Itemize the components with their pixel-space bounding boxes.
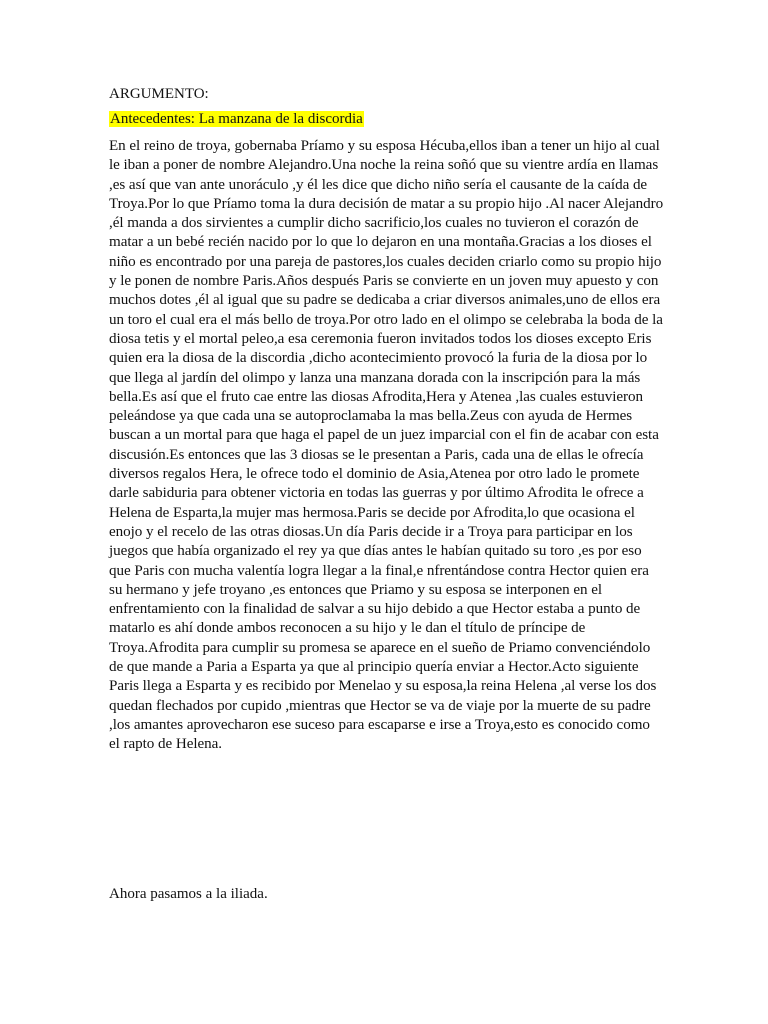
document-subheading [109,110,364,128]
document-body-paragraph: En el reino de troya, gobernaba Príamo y su esposa Hécuba,ellos iban a tener un hijo al cual le iban a poner de nombre Alejandro.Una noche la reina soñó que su vientre ardía en llamas ,es así que van ante unoráculo ,y él les dice que dicho niño sería el causante de la caída de Troya.Por lo que Príamo toma la dura decisión de matar a su propio hijo .Al nacer Alejandro ,él manda a dos sirvientes a cumplir dicho sacrificio,los cuales no tuvieron el corazón de matar a un bebé recién nacido por lo que lo dejaron en una montaña.Gracias a los dioses el niño es encontrado por una pareja de pastores,los cuales deciden criarlo como su propio hijo y le ponen de nombre Paris.Años después Paris se convierte en un joven muy apuesto y con muchos dotes ,él al igual que su padre se dedicaba a criar diversos animales,uno de ellos era un toro el cual era el más bello de troya.Por otro lado en el olimpo se celebraba la boda de la diosa tetis y el mortal peleo,a esa ceremonia fueron invitados todos los dioses excepto Eris quien era la diosa de la discordia ,dicho acontecimiento provocó la furia de la diosa por lo que llega al jardín del olimpo y lanza una manzana dorada con la inscripción para la más bella.Es así que el fruto cae entre las diosas Afrodita,Hera y Atenea ,las cuales estuvieron peleándose ya que cada una se autoproclamaba la mas bella.Zeus con ayuda de Hermes buscan a un mortal para que haga el papel de un juez imparcial con el fin de acabar con esta discusión.Es entonces que las 3 diosas se le presentan a Paris, cada una de ellas le ofrecía diversos regalos Hera, le ofrece todo el dominio de Asia,Atenea por otro lado le promete darle sabiduria para obtener victoria en todas las guerras y por último Afrodita le ofrece a Helena de Esparta,la mujer mas hermosa.Paris se decide por Afrodita,lo que ocasiona el enojo y el recelo de las otras diosas.Un día Paris decide ir a Troya para participar en los juegos que había organizado el rey ya que días antes le habían quitado su toro ,es por eso que Paris con mucha valentía logra llegar a la final,e nfrentándose contra Hector quien era su hermano y jefe troyano ,es entonces que Priamo y su esposa se interponen en el enfrentamiento con la finalidad de salvar a su hijo debido a que Hector estaba a punto de matarlo es ahí donde ambos reconocen a su hijo y le dan el título de príncipe de Troya.Afrodita para cumplir su promesa se aparece en el sueño de Priamo convenciéndolo de que mande a Paria a Esparta ya que al principio quería enviar a Hector.Acto siguiente Paris llega a Esparta y es recibido por Menelao y su esposa,la reina Helena ,al verse los dos quedan flechados por cupido ,mientras que Hector se va de viaje por la muerte de su padre ,los amantes aprovecharon ese suceso para escaparse e irse a Troya,esto es conocido como el rapto de Helena. [109,138,664,753]
document-heading: ARGUMENTO: [109,86,209,102]
document-closing-line: Ahora pasamos a la iliada. [109,886,268,902]
highlighted-subheading-text: Antecedentes: La manzana de la discordia [110,111,363,127]
